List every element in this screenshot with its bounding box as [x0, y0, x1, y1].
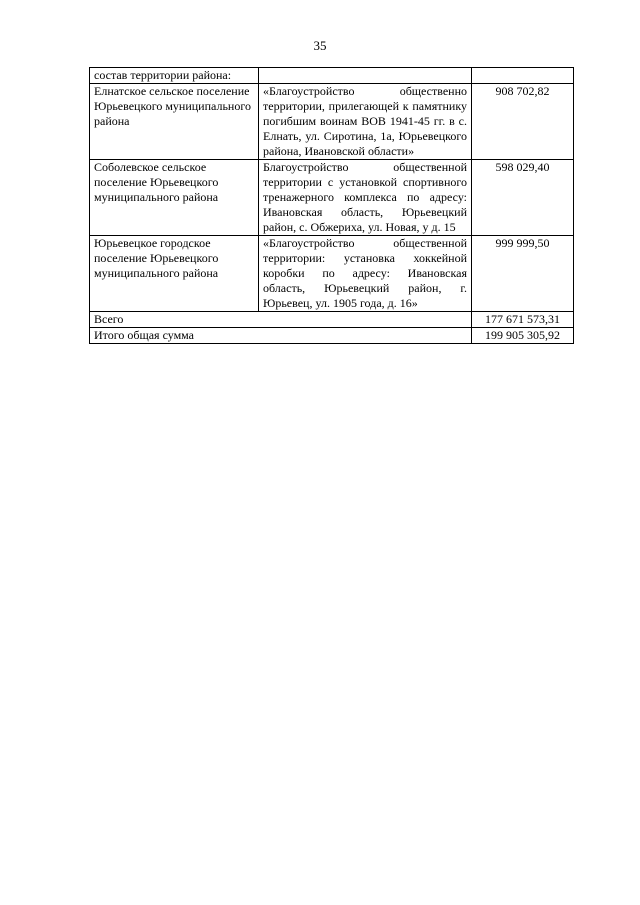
continuation-label: состав территории района: [90, 68, 259, 84]
grand-total-amount: 199 905 305,92 [472, 328, 574, 344]
project-description: «Благоустройство общественной территории: установка хоккейной коробки по адресу: Ивановская область, Юрьевецкий район, г. Юрьевец, ул. 1905 года, д. 16» [259, 236, 472, 312]
funding-table [89, 67, 574, 344]
table-row [90, 236, 574, 312]
continuation-amount [472, 68, 574, 84]
table-row [90, 84, 574, 160]
page-number: 35 [313, 38, 327, 53]
project-amount: 908 702,82 [472, 84, 574, 160]
project-amount: 999 999,50 [472, 236, 574, 312]
project-amount: 598 029,40 [472, 160, 574, 236]
continuation-description [259, 68, 472, 84]
settlement-name: Соболевское сельское поселение Юрьевецкого муниципального района [90, 160, 259, 236]
table-row [90, 160, 574, 236]
total-amount: 177 671 573,31 [472, 312, 574, 328]
total-label: Всего [90, 312, 472, 328]
total-row [90, 312, 574, 328]
grand-total-row [90, 328, 574, 344]
settlement-name: Юрьевецкое городское поселение Юрьевецкого муниципального района [90, 236, 259, 312]
grand-total-label: Итого общая сумма [90, 328, 472, 344]
project-description: Благоустройство общественной территории с установкой спортивного тренажерного комплекса по адресу: Ивановская область, Юрьевецкий район, с. Обжериха, ул. Новая, у д. 15 [259, 160, 472, 236]
project-description: «Благоустройство общественно территории, прилегающей к памятнику погибшим воинам ВОВ 1941-45 гг. в с. Елнать, ул. Сиротина, 1а, Юрьевецкого района, Ивановской области» [259, 84, 472, 160]
table-row-continuation [90, 68, 574, 84]
settlement-name: Елнатское сельское поселение Юрьевецкого муниципального района [90, 84, 259, 160]
